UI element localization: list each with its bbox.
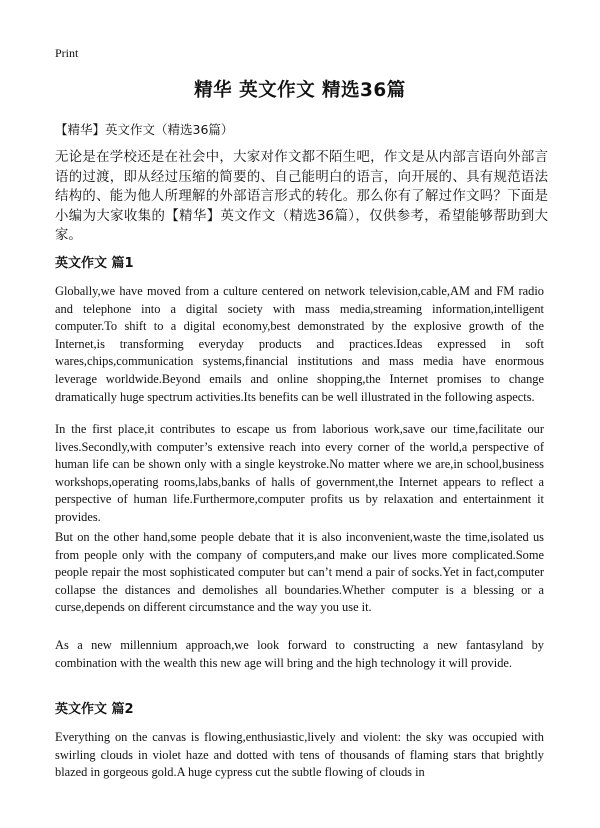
section-heading-1: 英文作文 篇1: [55, 256, 134, 271]
section-2-paragraph: Everything on the canvas is flowing,enthusiastic,lively and violent: the sky was occupied with swirling clouds in violet haze and dotted with tens of thousands of flaming stars that brightly blazed in gorgeous gold.A huge cypress cut the subtle flowing of clouds in: [55, 730, 544, 780]
section-1-paragraph: Globally,we have moved from a culture centered on network television,cable,AM and FM radio and telephone into a digital society with mass media,streaming information,intelligent computer.To shift to a digital economy,best demonstrated by the explosive growth of the Internet,is transforming everyday products and practices.Ideas expressed in soft wares,chips,communication systems,financial institutions and mass media have enormous leverage worldwide.Beyond emails and online shopping,the Internet promises to change dramatically huge spectrum activities.Its benefits can be well illustrated in the following aspects.: [55, 284, 544, 404]
section-1-paragraph: As a new millennium approach,we look forward to constructing a new fantasyland by combination with the wealth this new age will bring and the high technology it will provide.: [55, 638, 544, 670]
page-title: 精华 英文作文 精选36篇: [194, 80, 406, 101]
section-1-paragraph: But on the other hand,some people debate that it is also inconvenient,waste the time,isolated us from people only with the company of computers,and make our lives more complicated.Some people repair the most sophisticated computer but can’t mend a pair of socks.Yet in fact,computer collapse the distances and demolishes all boundaries.Whether computer is a blessing or a curse,depends on different circumstance and the way you use it.: [55, 530, 544, 615]
subtitle: 【精华】英文作文（精选36篇）: [55, 122, 234, 137]
print-label[interactable]: Print: [55, 46, 79, 60]
section-1-paragraph: In the first place,it contributes to escape us from laborious work,save our time,facilitate our lives.Secondly,with computer’s extensive reach into every corner of the world,a perspective of human life can be shown only with a single keystroke.No matter where we are,in school,business workshops,operating rooms,labs,banks of halls of government,the Internet appears to reflect a perspective of human life.Furthermore,computer profits us by relaxation and entertainment it provides.: [55, 422, 544, 524]
section-heading-2: 英文作文 篇2: [55, 702, 134, 717]
intro-paragraph: 无论是在学校还是在社会中，大家对作文都不陌生吧，作文是从内部言语向外部言语的过渡，即从经过压缩的简要的、自己能明白的语言，向开展的、具有规范语法结构的、能为他人所理解的外部语言形式的转化。那么你有了解过作文吗？下面是小编为大家收集的【精华】英文作文（精选36篇），仅供参考，希望能够帮助到大家。: [55, 150, 548, 244]
